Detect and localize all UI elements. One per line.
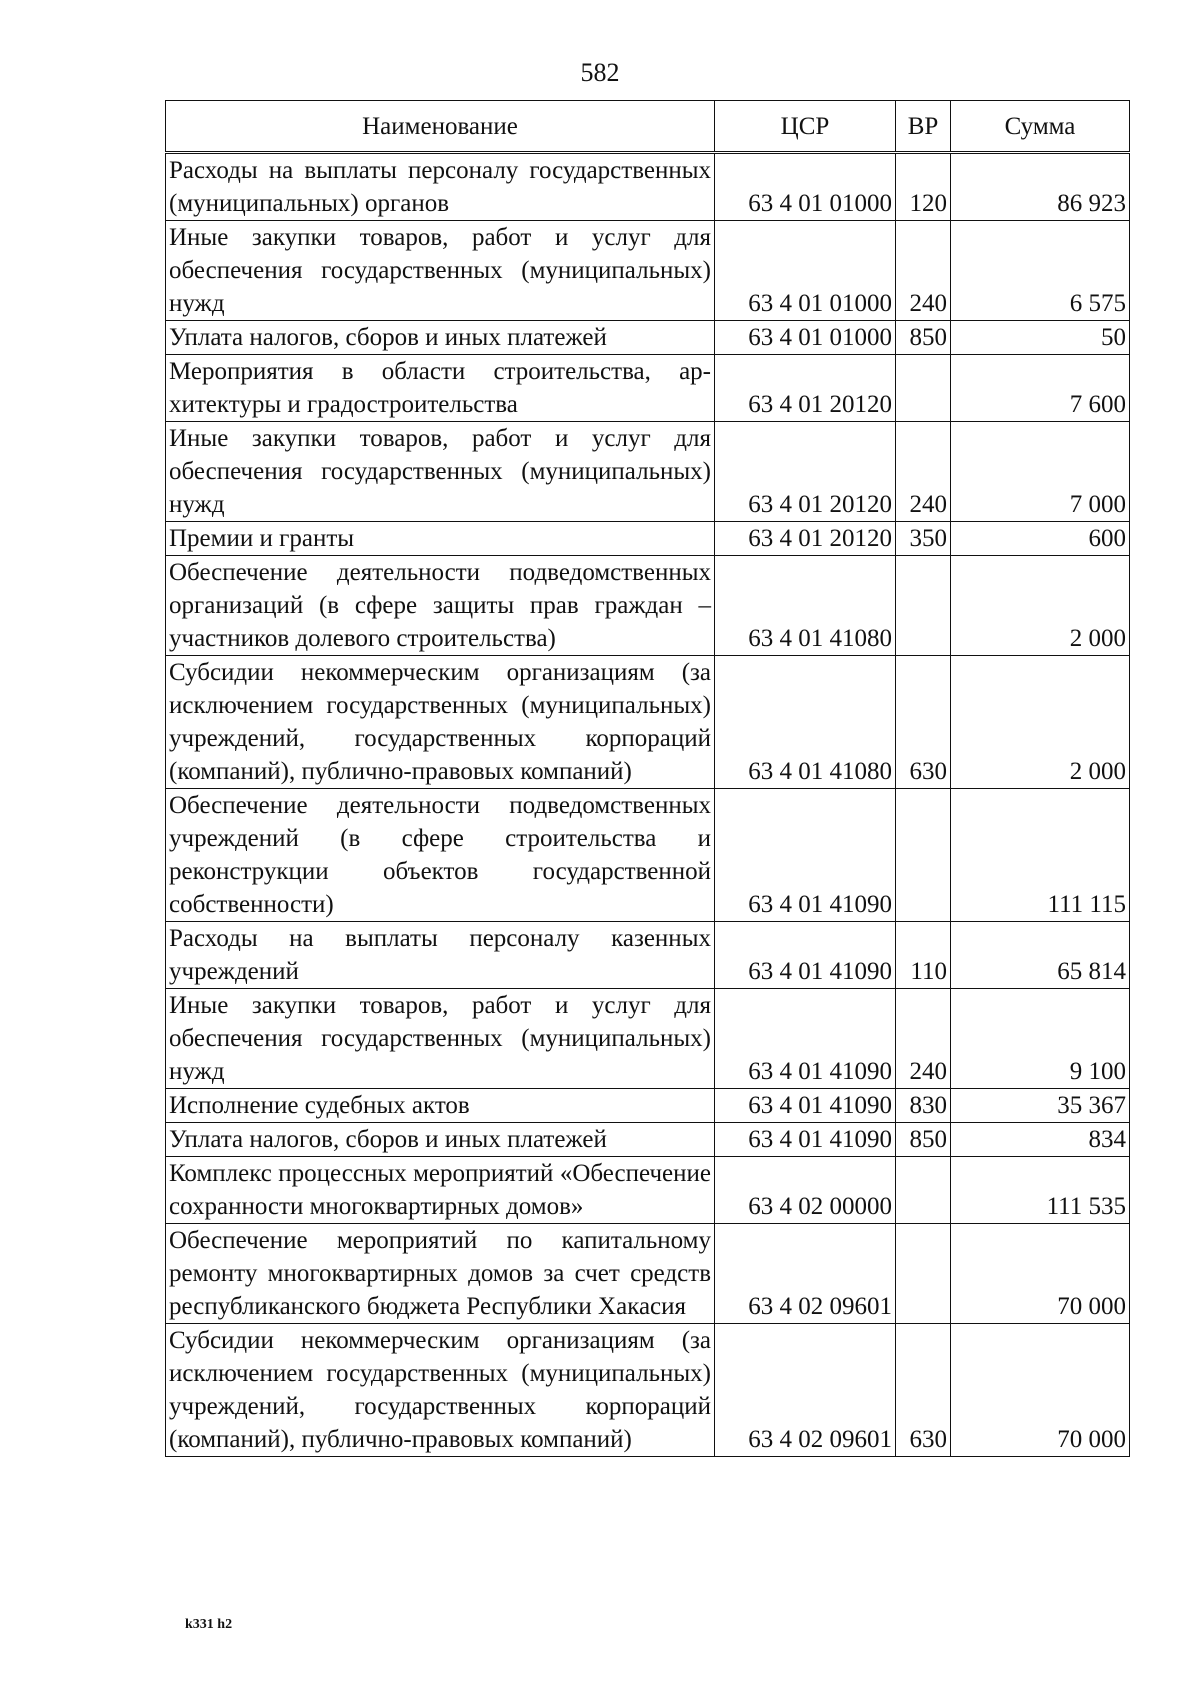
- row-name: Премии и гранты: [166, 522, 715, 556]
- budget-table: [165, 100, 1130, 1457]
- row-csr: 63 4 01 41090: [715, 989, 896, 1089]
- row-vr: 350: [896, 522, 951, 556]
- budget-table-container: [165, 100, 1129, 1457]
- row-name: Обеспечение деятельности подведомственных учреждений (в сфере строительства и реконструкции объектов государственной собственности): [166, 789, 715, 922]
- table-row: [166, 789, 1130, 922]
- row-csr: 63 4 02 09601: [715, 1324, 896, 1457]
- row-csr: 63 4 01 20120: [715, 522, 896, 556]
- table-row: [166, 1157, 1130, 1224]
- row-csr: 63 4 01 01000: [715, 321, 896, 355]
- row-csr: 63 4 01 41090: [715, 1123, 896, 1157]
- row-vr: 850: [896, 1123, 951, 1157]
- table-row: [166, 922, 1130, 989]
- row-csr: 63 4 01 01000: [715, 221, 896, 321]
- row-sum: 86 923: [951, 153, 1130, 221]
- row-sum: 70 000: [951, 1324, 1130, 1457]
- row-name: Исполнение судебных актов: [166, 1089, 715, 1123]
- row-sum: 600: [951, 522, 1130, 556]
- row-vr: [896, 556, 951, 656]
- row-sum: 9 100: [951, 989, 1130, 1089]
- row-sum: 111 535: [951, 1157, 1130, 1224]
- row-sum: 2 000: [951, 656, 1130, 789]
- row-csr: 63 4 01 41090: [715, 1089, 896, 1123]
- row-csr: 63 4 01 41080: [715, 556, 896, 656]
- row-vr: 110: [896, 922, 951, 989]
- row-name: Расходы на выплаты персоналу казенных учреждений: [166, 922, 715, 989]
- row-name: Субсидии некоммерческим организациям (за исключением государственных (муниципальных) учреждений, государственных корпораций (компаний), публично-правовых компаний): [166, 1324, 715, 1457]
- row-vr: [896, 789, 951, 922]
- row-vr: 240: [896, 989, 951, 1089]
- row-sum: 65 814: [951, 922, 1130, 989]
- row-name: Иные закупки товаров, работ и услуг для обеспечения государственных (муниципальных) нужд: [166, 221, 715, 321]
- row-name: Уплата налогов, сборов и иных платежей: [166, 321, 715, 355]
- row-vr: 850: [896, 321, 951, 355]
- row-csr: 63 4 01 41090: [715, 922, 896, 989]
- table-row: [166, 1324, 1130, 1457]
- row-sum: 834: [951, 1123, 1130, 1157]
- row-csr: 63 4 01 20120: [715, 355, 896, 422]
- row-sum: 70 000: [951, 1224, 1130, 1324]
- table-row: [166, 1089, 1130, 1123]
- header-name: Наименование: [166, 101, 715, 153]
- row-sum: 6 575: [951, 221, 1130, 321]
- row-sum: 111 115: [951, 789, 1130, 922]
- row-sum: 2 000: [951, 556, 1130, 656]
- table-row: [166, 522, 1130, 556]
- table-row: [166, 989, 1130, 1089]
- table-row: [166, 422, 1130, 522]
- header-sum: Сумма: [951, 101, 1130, 153]
- table-row: [166, 321, 1130, 355]
- row-vr: 830: [896, 1089, 951, 1123]
- row-vr: 240: [896, 422, 951, 522]
- table-row: [166, 355, 1130, 422]
- row-csr: 63 4 02 09601: [715, 1224, 896, 1324]
- row-name: Мероприятия в области строительства, архитектуры и градостроительства: [166, 355, 715, 422]
- table-row: [166, 656, 1130, 789]
- row-name: Субсидии некоммерческим организациям (за исключением государственных (муниципальных) учреждений, государственных корпораций (компаний), публично-правовых компаний): [166, 656, 715, 789]
- row-name: Иные закупки товаров, работ и услуг для обеспечения государственных (муниципальных) нужд: [166, 989, 715, 1089]
- row-name: Комплекс процессных мероприятий «Обеспечение сохранности многоквартирных домов»: [166, 1157, 715, 1224]
- table-row: [166, 1224, 1130, 1324]
- row-csr: 63 4 01 20120: [715, 422, 896, 522]
- footer-code: k331 h2: [185, 1617, 233, 1632]
- row-csr: 63 4 01 01000: [715, 153, 896, 221]
- row-csr: 63 4 02 00000: [715, 1157, 896, 1224]
- row-vr: 120: [896, 153, 951, 221]
- table-row: [166, 221, 1130, 321]
- row-name: Уплата налогов, сборов и иных платежей: [166, 1123, 715, 1157]
- table-row: [166, 1123, 1130, 1157]
- row-sum: 35 367: [951, 1089, 1130, 1123]
- row-vr: 630: [896, 656, 951, 789]
- row-sum: 7 000: [951, 422, 1130, 522]
- table-row: [166, 153, 1130, 221]
- page-number: 582: [580, 58, 620, 87]
- header-vr: ВР: [896, 101, 951, 153]
- row-name: Иные закупки товаров, работ и услуг для обеспечения государственных (муниципальных) нужд: [166, 422, 715, 522]
- row-sum: 7 600: [951, 355, 1130, 422]
- row-name: Расходы на выплаты персоналу государственных (муниципальных) органов: [166, 153, 715, 221]
- row-vr: [896, 1224, 951, 1324]
- header-csr: ЦСР: [715, 101, 896, 153]
- row-vr: [896, 1157, 951, 1224]
- row-vr: 630: [896, 1324, 951, 1457]
- row-csr: 63 4 01 41080: [715, 656, 896, 789]
- row-csr: 63 4 01 41090: [715, 789, 896, 922]
- row-vr: 240: [896, 221, 951, 321]
- row-name: Обеспечение деятельности подведомственных организаций (в сфере защиты прав граждан – участников долевого строительства): [166, 556, 715, 656]
- row-name: Обеспечение мероприятий по капитальному ремонту многоквартирных домов за счет средств республиканского бюджета Республики Хакасия: [166, 1224, 715, 1324]
- table-row: [166, 556, 1130, 656]
- row-sum: 50: [951, 321, 1130, 355]
- table-header-row: [166, 101, 1130, 153]
- row-vr: [896, 355, 951, 422]
